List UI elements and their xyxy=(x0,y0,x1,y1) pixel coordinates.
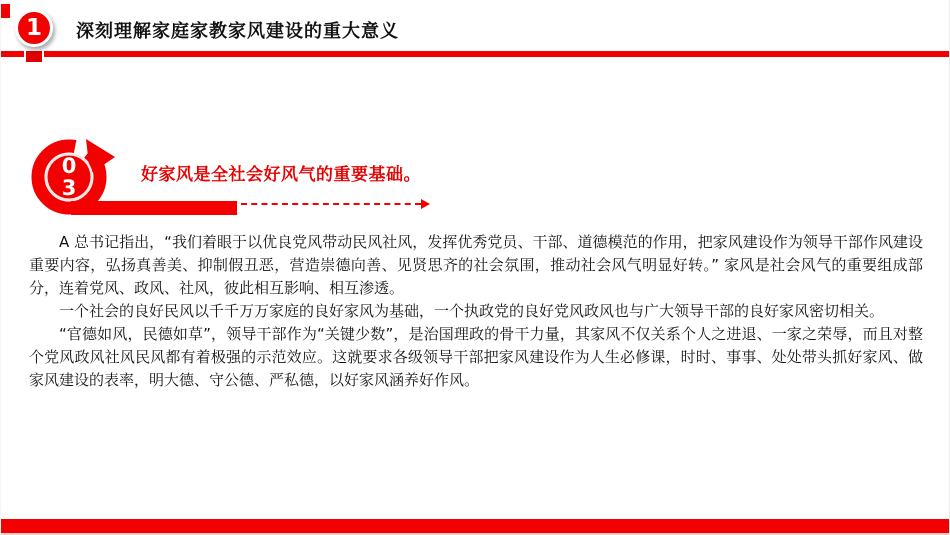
page-title: 深刻理解家庭家教家风建设的重大意义 xyxy=(76,21,399,42)
paragraph-3: “官德如风，民德如草”，领导干部作为“关键少数”，是治国理政的骨干力量，其家风不仅关系个人之进退、一家之荣辱，而且对整个党风政风社风民风都有着极强的示范效应。这就要求各级领导干部把家风建设作为人生必修课，时时、事事、处处带头抓好家风、做家风建设的表率，明大德、守公德、严私德，以好家风涵养好作风。 xyxy=(29,325,923,389)
footer-accent-bar xyxy=(1,519,950,533)
body-text-block xyxy=(29,231,923,392)
header-divider-line xyxy=(1,51,950,57)
paragraph-1: A 总书记指出，“我们着眼于以优良党风带动民风社风，发挥优秀党员、干部、道德模范的作用，把家风建设作为领导干部作风建设重要内容，弘扬真善美、抑制假丑恶，营造崇德向善、见贤思齐的社会氛围，推动社会风气明显好转。” 家风是社会风气的重要组成部分，连着党风、政风、社风，彼此相互影响、相互渗透。 xyxy=(29,233,923,297)
point-number-top: 0 xyxy=(61,154,77,178)
corner-accent-rect xyxy=(1,4,10,18)
point-number-bottom: 3 xyxy=(61,176,77,200)
circular-arrow-icon xyxy=(29,137,121,219)
chapter-number-badge xyxy=(15,9,53,47)
dashed-arrow-line xyxy=(241,203,421,205)
paragraph-2: 一个社会的良好民风以千千万万家庭的良好家风为基础，一个执政党的良好党风政风也与广大领导干部的良好家风密切相关。 xyxy=(59,302,885,320)
point-heading: 好家风是全社会好风气的重要基础。 xyxy=(141,165,421,185)
header-divider-tab xyxy=(24,51,44,62)
circular-arrow-badge xyxy=(29,137,121,219)
chapter-number: 1 xyxy=(25,15,42,41)
